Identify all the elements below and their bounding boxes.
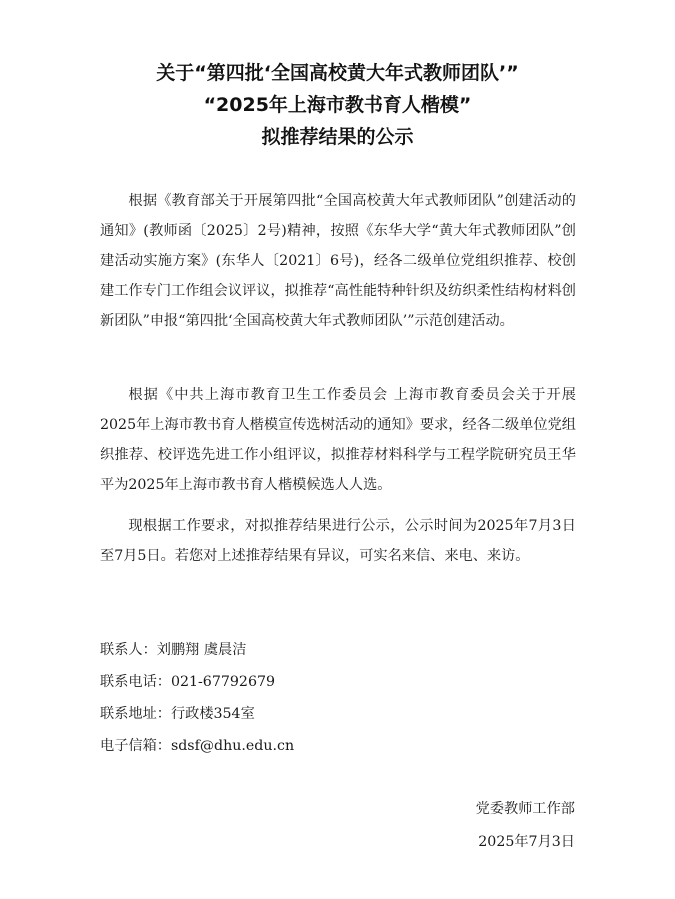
title-line-3: 拟推荐结果的公示 — [261, 126, 414, 148]
contact-address: 联系地址：行政楼354室 — [100, 706, 255, 722]
title-line-1: 关于“第四批‘全国高校黄大年式教师团队’” — [156, 62, 519, 84]
paragraph-model-recommendation: 根据《中共上海市教育卫生工作委员会 上海市教育委员会关于开展2025年上海市教书育人楷模宣传选树活动的通知》要求，经各二级单位党组织推荐、校评选先进工作小组评议，拟推荐材料科学与工程学院研究员王华平为2025年上海市教书育人楷模候选人人选。 — [100, 387, 576, 493]
signature-department: 党委教师工作部 — [475, 801, 575, 817]
title-line-2: “2025年上海市教书育人楷模” — [203, 94, 472, 116]
contact-people: 联系人：刘鹏翔 虞晨洁 — [100, 642, 247, 658]
signature-date: 2025年7月3日 — [478, 834, 575, 850]
paragraph-team-recommendation: 根据《教育部关于开展第四批“全国高校黄大年式教师团队”创建活动的通知》(教师函〔2025〕2号)精神，按照《东华大学“黄大年式教师团队”创建活动实施方案》(东华人〔2021〕6号)，经各二级单位党组织推荐、校创建工作专门工作组会议评议，拟推荐“高性能特种针织及纺织柔性结构材料创新团队”申报“第四批‘全国高校黄大年式教师团队’”示范创建活动。 — [100, 193, 576, 329]
contact-email: 电子信箱：sdsf@dhu.edu.cn — [100, 738, 295, 754]
paragraph-publicity-notice: 现根据工作要求，对拟推荐结果进行公示，公示时间为2025年7月3日至7月5日。若您对上述推荐结果有异议，可实名来信、来电、来访。 — [100, 518, 576, 564]
contact-phone: 联系电话：021-67792679 — [100, 674, 276, 690]
